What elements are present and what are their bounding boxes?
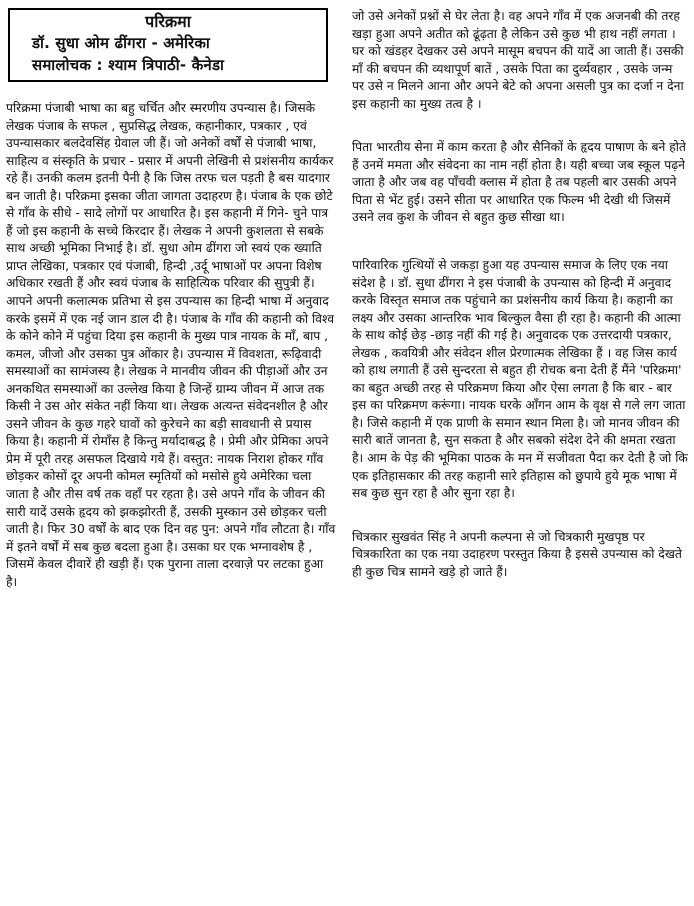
- left-column: [6, 100, 336, 591]
- right-paragraph-1: जो उसे अनेकों प्रश्नों से घेर लेता है। वह अपने गाँव में एक अजनबी की तरह खड़ा हुआ अपने अतीत को ढूंढ़ता है लेकिन उसे कुछ भी हाथ नहीं लगता । घर को खंडहर देखकर उसे अपने मासूम बचपन की यादें आ जाती हैं। उसकी माँ की बचपन की व्यथापूर्ण बातें , उसके पिता का दुर्व्यवहार , उसके जन्म पर उसे न मिलने आना और अपने बेटे को अपना असली पुत्र का दर्जा न देना इस कहानी का मुख्य तत्व है ।: [352, 9, 684, 111]
- paragraph-gap: [348, 113, 688, 139]
- left-paragraph: परिक्रमा पंजाबी भाषा का बहु चर्चित और स्मरणीय उपन्यास है। जिसके लेखक पंजाब के सफल , सुप्रसिद्ध लेखक, कहानीकार, पत्रकार , एवं उपन्यासकार बलदेवसिंह ग्रेवाल जी हैं। जो अनेकों वर्षों से पंजाबी भाषा, साहित्य व संस्कृति के प्रचार - प्रसार में अपनी लेखिनी से प्रशंसनीय कार्यकर रहे हैं। उनकी कलम इतनी पैनी है कि जिस तरफ चल पड़ती है बस यादगार बन जाती है। परिक्रमा इसका जीता जागता उदाहरण है। पंजाब के एक छोटे से गाँव के सीधे - सादे लोगों पर आधारित है। इस कहानी में गिने- चुने पात्र हैं जो इस कहानी के सच्चे किरदार हैं। लेखक ने अपनी कुशलता से सबके साथ अच्छी भूमिका निभाई है। डॉ. सुधा ओम ढींगरा जो स्वयं एक ख्याति प्राप्त लेखिका, पत्रकार एवं पंजाबी, हिन्दी ,उर्दू भाषाओं पर अपना विशेष अधिकार रखती हैं और स्वयं पंजाब के साहित्यिक परिवार की सुपुत्री हैं। आपने अपनी कलात्मक प्रतिभा से इस उपन्यास का हिन्दी भाषा में अनुवाद करके इसमें में एक नई जान डाल दी है। पंजाब के गाँव की कहानी को विश्व के कोने कोने में पहुंचा दिया इस कहानी के मुख्य पात्र नायक के माँ, बाप , कमल, जीजो और उसका पुत्र ओंकार है। उपन्यास में विवशता, रूढ़िवादी समस्याओं का सामंजस्य है। लेखक ने मानवीय जीवन की पीड़ाओं और उन अनकथित समस्याओं का उल्लेख किया है जिन्हें ग्राम्य जीवन में आज तक किसी ने उस ओर संकेत नहीं किया था। लेखक अत्यन्त संवेदनशील है और उसने जीवन के कुछ गहरे घावों को कुरेचने का बड़ी सावधानी से प्रयास किया है। कहानी में रोमाँस है किन्तु मर्यादाबद्ध है । प्रेमी और प्रेमिका अपने प्रेम में पूरी तरह असफल दिखाये गये हैं। वस्तुत: नायक निराश होकर गाँव छोड़कर कोसों दूर अपनी कोमल स्मृतियों को मसोसे हुये अमेरिका चला जाता है और तीस वर्ष तक वहाँ पर रहता है। उसे अपने गाँव के जीवन की सारी यादें उसके हृदय को झकझोरती हैं, उसकी मुस्कान उसे छोड़कर चली जाती है। फिर 30 वर्षों के बाद एक दिन वह पुन: अपने गाँव लौटता है। गाँव में इतने वर्षों में सब कुछ बदला हुआ है। उसका घर एक भग्नावशेष है , जिसमें केवल दीवारें ही खड़ी हैं। एक पुराना ताला दरवाज़े पर लटका हुआ है।: [6, 101, 336, 589]
- article-title: परिक्रमा: [145, 12, 191, 31]
- critic-line: समालोचक : श्याम त्रिपाठी- कैनेडा: [32, 56, 225, 74]
- paragraph-gap: [348, 227, 688, 257]
- paragraph-gap: [348, 503, 688, 529]
- title-box: [8, 8, 328, 82]
- right-paragraph-4: चित्रकार सुखवंत सिंह ने अपनी कल्पना से जो चित्रकारी मुखपृष्ठ पर चित्रकारिता का एक नया उदाहरण परस्तुत किया है इससे उपन्यास को देखते ही कुछ चित्र सामने खड़े हो जाते हैं।: [352, 529, 682, 579]
- right-paragraph-3: पारिवारिक गुत्थियों से जकड़ा हुआ यह उपन्यास समाज के लिए एक नया संदेश है । डॉ. सुधा ढींगरा ने इस पंजाबी के उपन्यास को हिन्दी में अनुवाद करके विस्तृत समाज तक पहुंचाने का प्रशंसनीय कार्य किया है। कहानी का लक्ष्य और उसका आन्तरिक भाव बिल्कुल वैसा ही रहा है। कहानी की आत्मा के साथ कोई छेड़ -छाड़ नहीं की गई है। अनुवादक एक उत्तरदायी पत्रकार, लेखक , कवयित्री और संवेदन शील प्रेरणात्मक लेखिका हैं । वह जिस कार्य को हाथ लगाती हैं उसे सुन्दरता से बहुत ही रोचक बना देती हैं मैंने 'परिक्रमा' का बहुत अच्छी तरह से परिक्रमण किया और ऐसा लगता है कि बार - बार इस का परिक्रमण करूंगा। नायक घरके आँगन आम के वृक्ष से गले लग जाता है। जिसे कहानी में एक प्राणी के समान स्थान मिला है। जो मानव जीवन की सारी बातें जानता है, सुन सकता है और सबको संदेश देने की क्षमता रखता है। आम के पेड़ की भूमिका पाठक के मन में सजीवता पैदा कर देती है जो कि एक इतिहासकार की तरह कहानी सारे इतिहास को छुपाये हुये मूक भाषा में सब कुछ सुन रहा है और सुना रहा है।: [352, 258, 688, 501]
- right-paragraph-2: पिता भारतीय सेना में काम करता है और सैनिकों के हृदय पाषाण के बने होते हैं उनमें ममता और संवेदना का नाम नहीं होता है। यही बच्चा जब स्कूल पढ़ने जाता है और जब वह पाँचवी क्लास में होता है तब पहली बार उसकी अपने पिता से भेंट हुई। उसने सीता पर आधारित एक फिल्म भी देखी थी जिसमें उसने लव कुश के जीवन से बहुत कुछ सीखा था।: [352, 140, 686, 225]
- right-column: [348, 8, 688, 581]
- author-line: डॉ. सुधा ओम ढींगरा - अमेरिका: [32, 34, 210, 52]
